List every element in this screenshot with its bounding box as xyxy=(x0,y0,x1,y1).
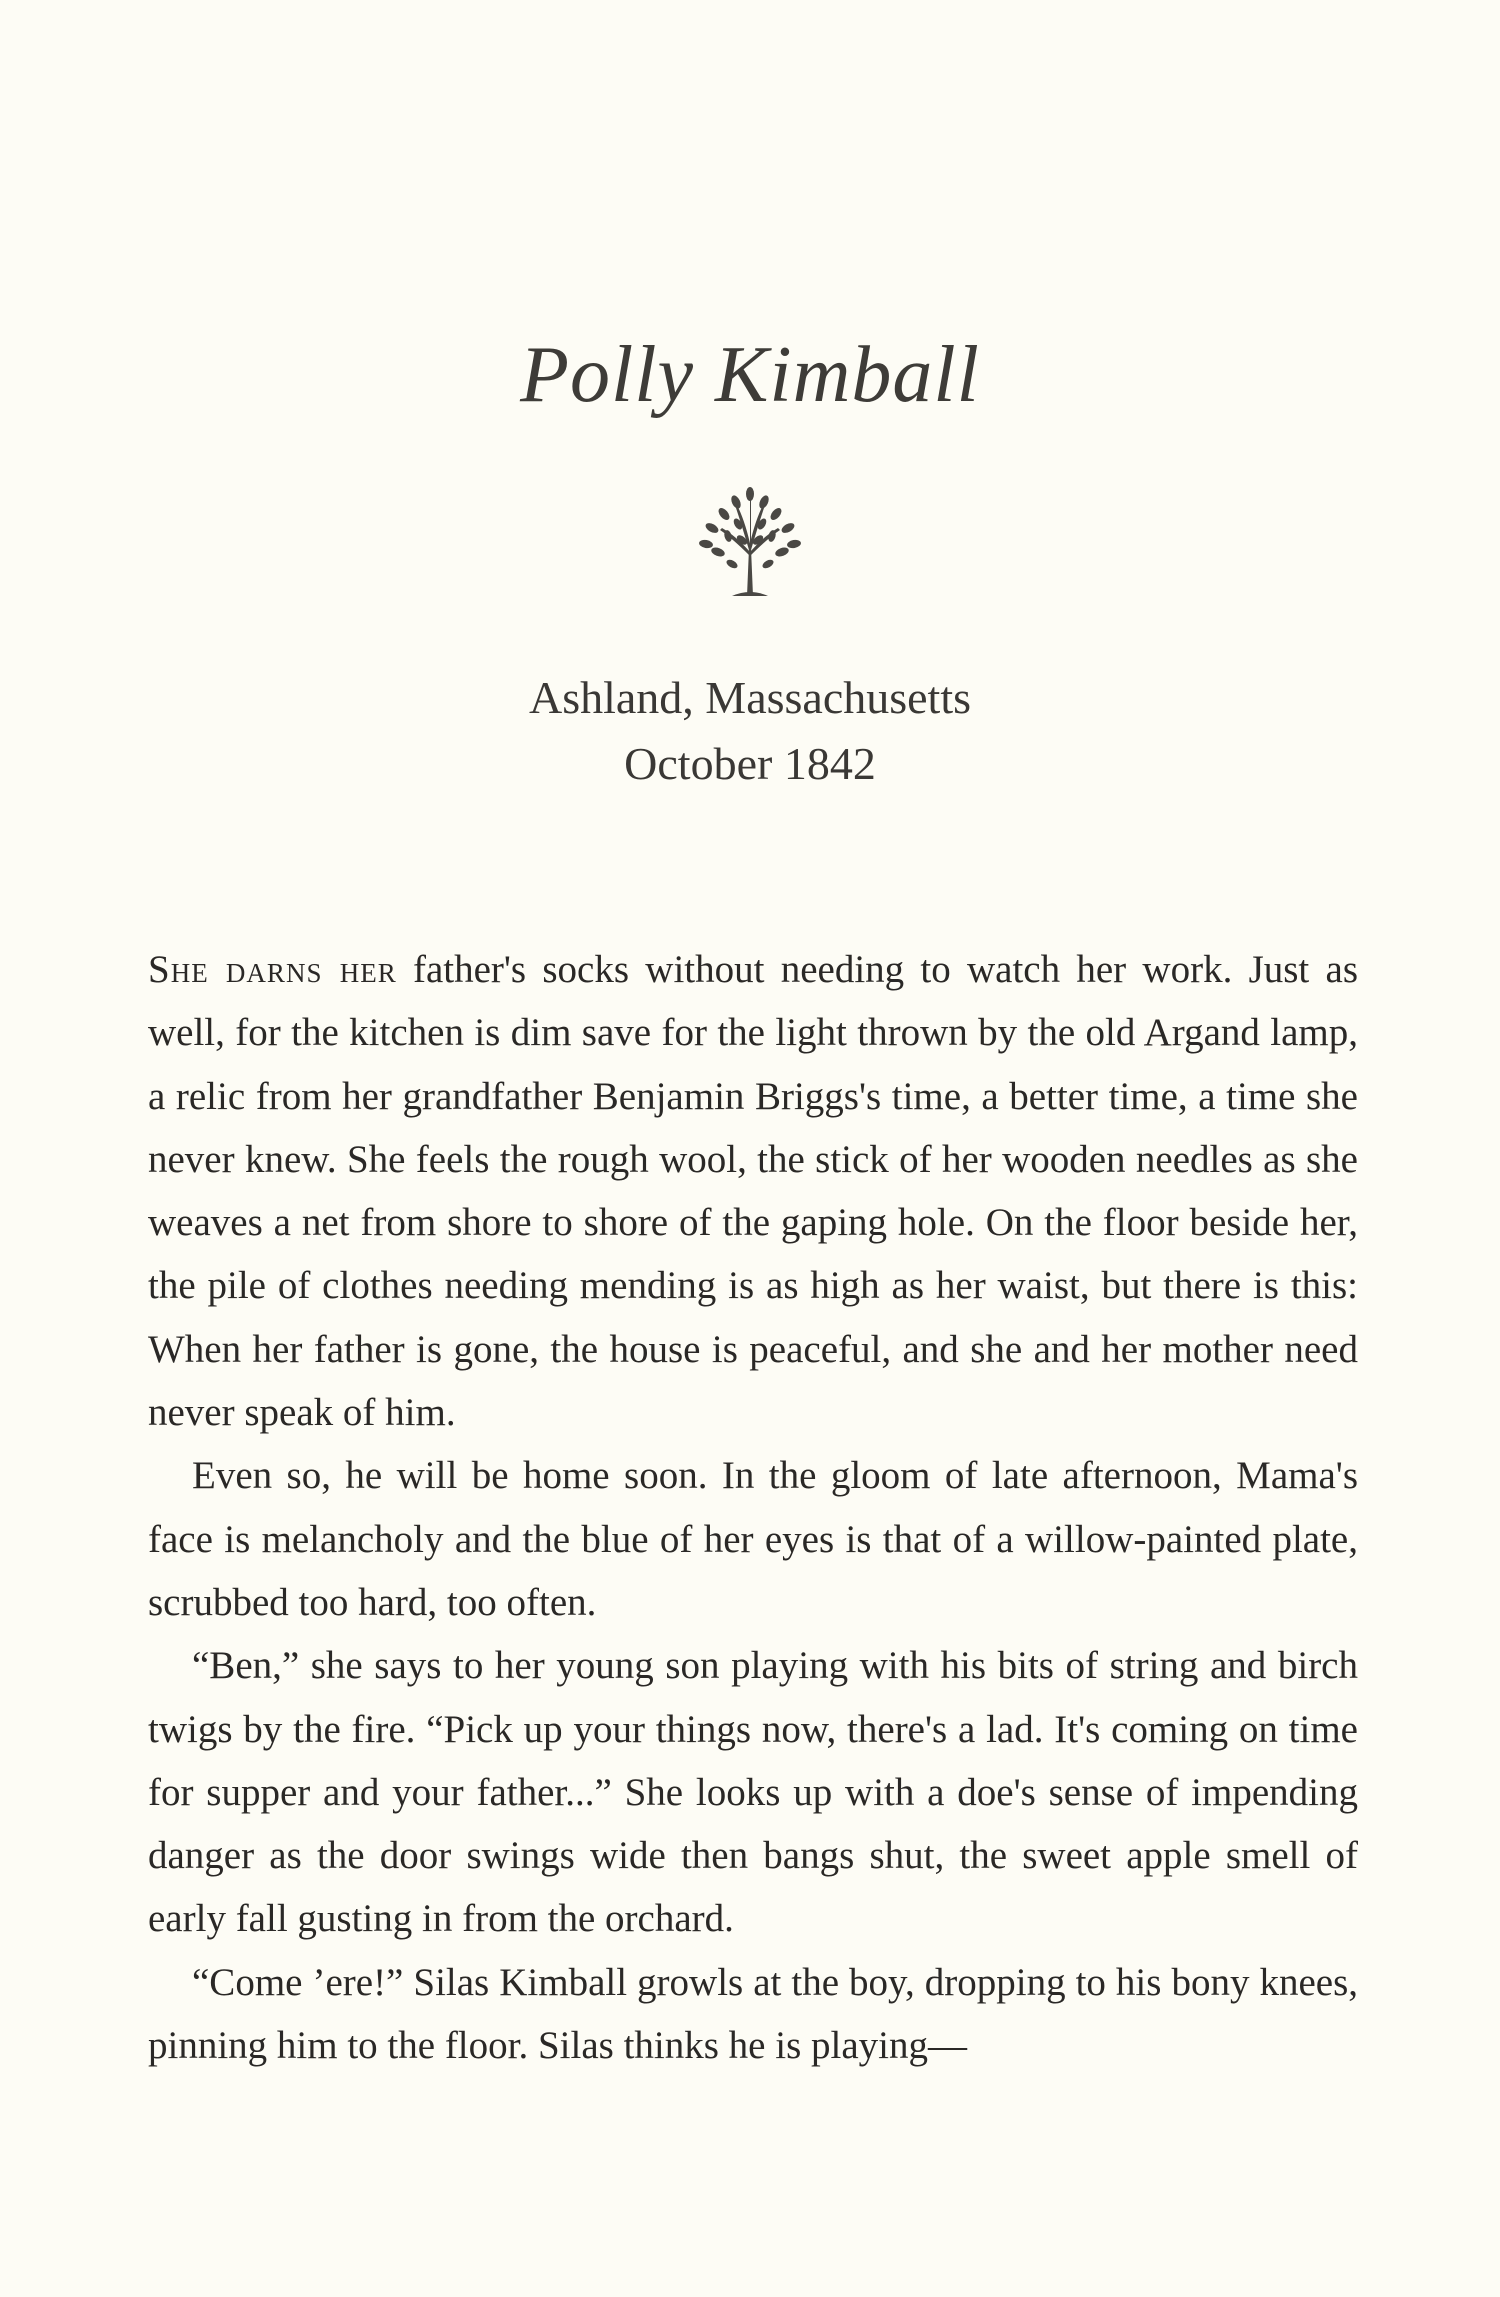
paragraph-3: “Ben,” she says to her young son playing with his bits of string and birch twigs by the fire. “Pick up your things now, there's a lad. It's coming on time for supper and your father...” She looks up with a doe's sense of impending danger as the door swings wide then bangs shut, the sweet apple smell of early fall gusting in from the orchard. xyxy=(148,1644,1358,1941)
paragraph-2: Even so, he will be home soon. In the gloom of late afternoon, Mama's face is melancholy and the blue of her eyes is that of a willow-painted plate, scrubbed too hard, too often. xyxy=(148,1454,1358,1624)
tree-ornament-icon xyxy=(692,478,808,598)
chapter-setting xyxy=(0,665,1500,797)
small-caps-lead: She darns her xyxy=(148,948,397,991)
setting-location: Ashland, Massachusetts xyxy=(528,672,972,723)
paragraph-1 xyxy=(148,938,1358,1444)
paragraph-1-text: father's socks without needing to watch her work. Just as well, for the kitchen is dim save for the light thrown by the old Argand lamp, a relic from her grandfather Benjamin Briggs's time, a better time, a time she never knew. She feels the rough wool, the stick of her wooden needles as she weaves a net from shore to shore of the gaping hole. On the floor beside her, the pile of clothes needing mending is as high as her waist, but there is this: When her father is gone, the house is peaceful, and she and her mother need never speak of him. xyxy=(148,948,1359,1435)
setting-date: October 1842 xyxy=(624,738,876,789)
chapter-body xyxy=(148,938,1358,2077)
paragraph-4: “Come ’ere!” Silas Kimball growls at the boy, dropping to his bony knees, pinning him to the floor. Silas thinks he is playing— xyxy=(148,1960,1358,2068)
chapter-title: Polly Kimball xyxy=(520,331,980,419)
